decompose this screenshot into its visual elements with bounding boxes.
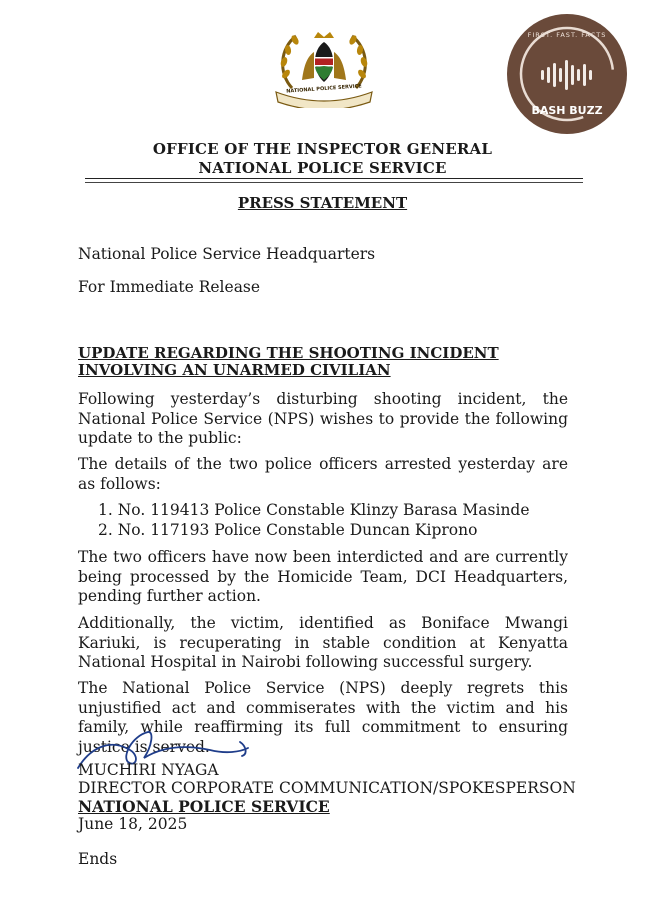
paragraph-victim: Additionally, the victim, identified as Boniface Mwangi Kariuki, is recuperating in stable condition at Kenyatta National Hospital in Nairobi following successful surgery. bbox=[78, 614, 568, 671]
paragraph-intro: Following yesterday’s disturbing shooting incident, the National Police Service (NPS) wishes to provide the following update to the public: bbox=[78, 390, 568, 447]
service-title: NATIONAL POLICE SERVICE bbox=[198, 159, 447, 177]
hq-line: National Police Service Headquarters bbox=[78, 245, 376, 263]
office-title: OFFICE OF THE INSPECTOR GENERAL bbox=[152, 140, 493, 158]
press-statement-title: PRESS STATEMENT bbox=[237, 194, 408, 212]
bash-buzz-badge bbox=[505, 12, 629, 136]
officer-list bbox=[98, 501, 530, 540]
paragraph-regret: The National Police Service (NPS) deeply regrets this unjustified act and commiserates with the victim and his family, while reaffirming its full commitment to ensuring justice is served. bbox=[78, 679, 568, 756]
release-line: For Immediate Release bbox=[78, 278, 261, 296]
paragraph-interdicted: The two officers have now been interdicted and are currently being processed by the Homicide Team, DCI Headquarters, pending further action. bbox=[78, 548, 568, 605]
subject-heading: UPDATE REGARDING THE SHOOTING INCIDENT INVOLVING AN UNARMED CIVILIAN bbox=[78, 344, 499, 379]
signatory-title: DIRECTOR CORPORATE COMMUNICATION/SPOKESPERSON bbox=[78, 779, 576, 797]
paragraph-officers-intro: The details of the two police officers arrested yesterday are as follows: bbox=[78, 455, 568, 493]
badge-tagline: FIRST. FAST. FACTS bbox=[527, 31, 607, 39]
emblem-ribbon-text: NATIONAL POLICE SERVICE bbox=[286, 83, 362, 95]
header-rule-thin bbox=[85, 182, 583, 183]
badge-brand: BASH BUZZ bbox=[531, 104, 603, 117]
header-rule bbox=[85, 178, 583, 179]
signatory-org: NATIONAL POLICE SERVICE bbox=[78, 797, 330, 816]
ends-marker: Ends bbox=[78, 850, 118, 868]
statement-date: June 18, 2025 bbox=[78, 815, 188, 833]
officer-item: 1. No. 119413 Police Constable Klinzy Barasa Masinde bbox=[98, 501, 530, 519]
signatory-name: MUCHIRI NYAGA bbox=[78, 761, 219, 779]
officer-item: 2. No. 117193 Police Constable Duncan Kiprono bbox=[98, 520, 478, 539]
police-emblem-logo bbox=[268, 28, 380, 108]
